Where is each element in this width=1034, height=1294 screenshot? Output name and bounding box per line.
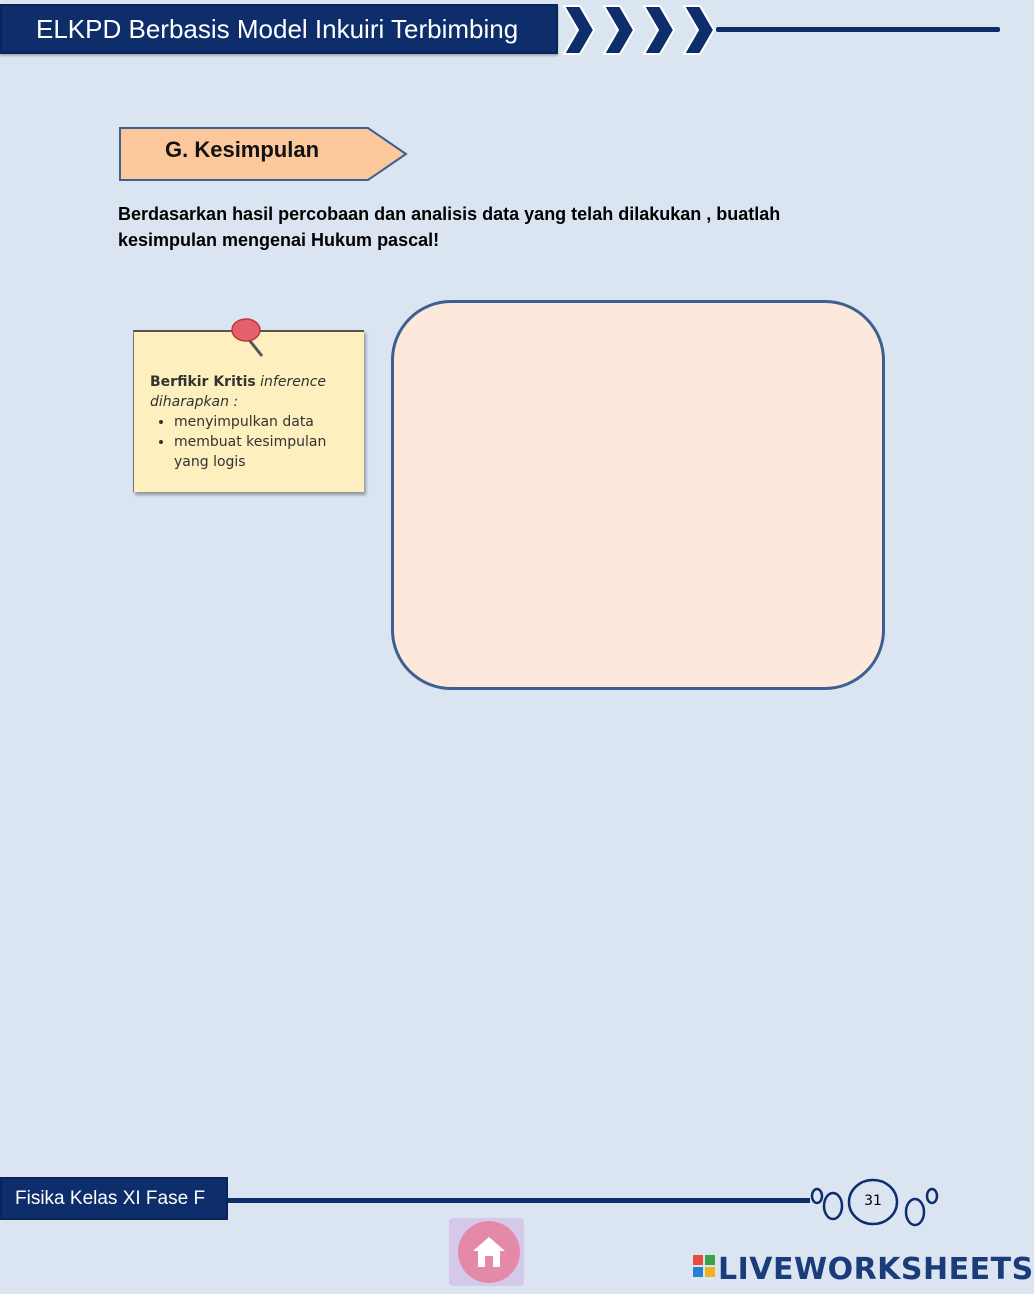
footer-divider-line bbox=[228, 1198, 810, 1203]
note-list-item: • menyimpulkan data bbox=[174, 412, 350, 432]
header-title: ELKPD Berbasis Model Inkuiri Terbimbing bbox=[36, 14, 519, 44]
note-title-bold: Berfikir Kritis bbox=[150, 374, 256, 390]
answer-textarea[interactable] bbox=[391, 300, 885, 690]
note-title-italic: inference bbox=[260, 374, 327, 390]
page-number: 31 bbox=[864, 1193, 882, 1209]
pushpin-icon bbox=[226, 318, 268, 360]
liveworksheets-logo-text: LIVEWORKSHEETS bbox=[718, 1252, 1034, 1287]
note-content bbox=[150, 372, 350, 472]
home-icon bbox=[470, 1233, 508, 1271]
note-subtitle: diharapkan : bbox=[150, 394, 239, 410]
instruction-text: Berdasarkan hasil percobaan dan analisis data yang telah dilakukan , buatlah kesimpulan mengenai Hukum pascal! bbox=[118, 204, 781, 250]
footer-label: Fisika Kelas XI Fase F bbox=[15, 1188, 206, 1209]
note-list bbox=[150, 412, 350, 472]
footer-label-bar bbox=[0, 1177, 228, 1220]
header-chevrons-icon bbox=[558, 2, 718, 58]
note-list-item: • membuat kesimpulan yang logis bbox=[174, 432, 350, 472]
header-title-bar bbox=[0, 4, 558, 54]
header-divider-line bbox=[716, 27, 1000, 32]
liveworksheets-logo-icon bbox=[693, 1255, 717, 1279]
section-title: G. Kesimpulan bbox=[165, 137, 320, 162]
